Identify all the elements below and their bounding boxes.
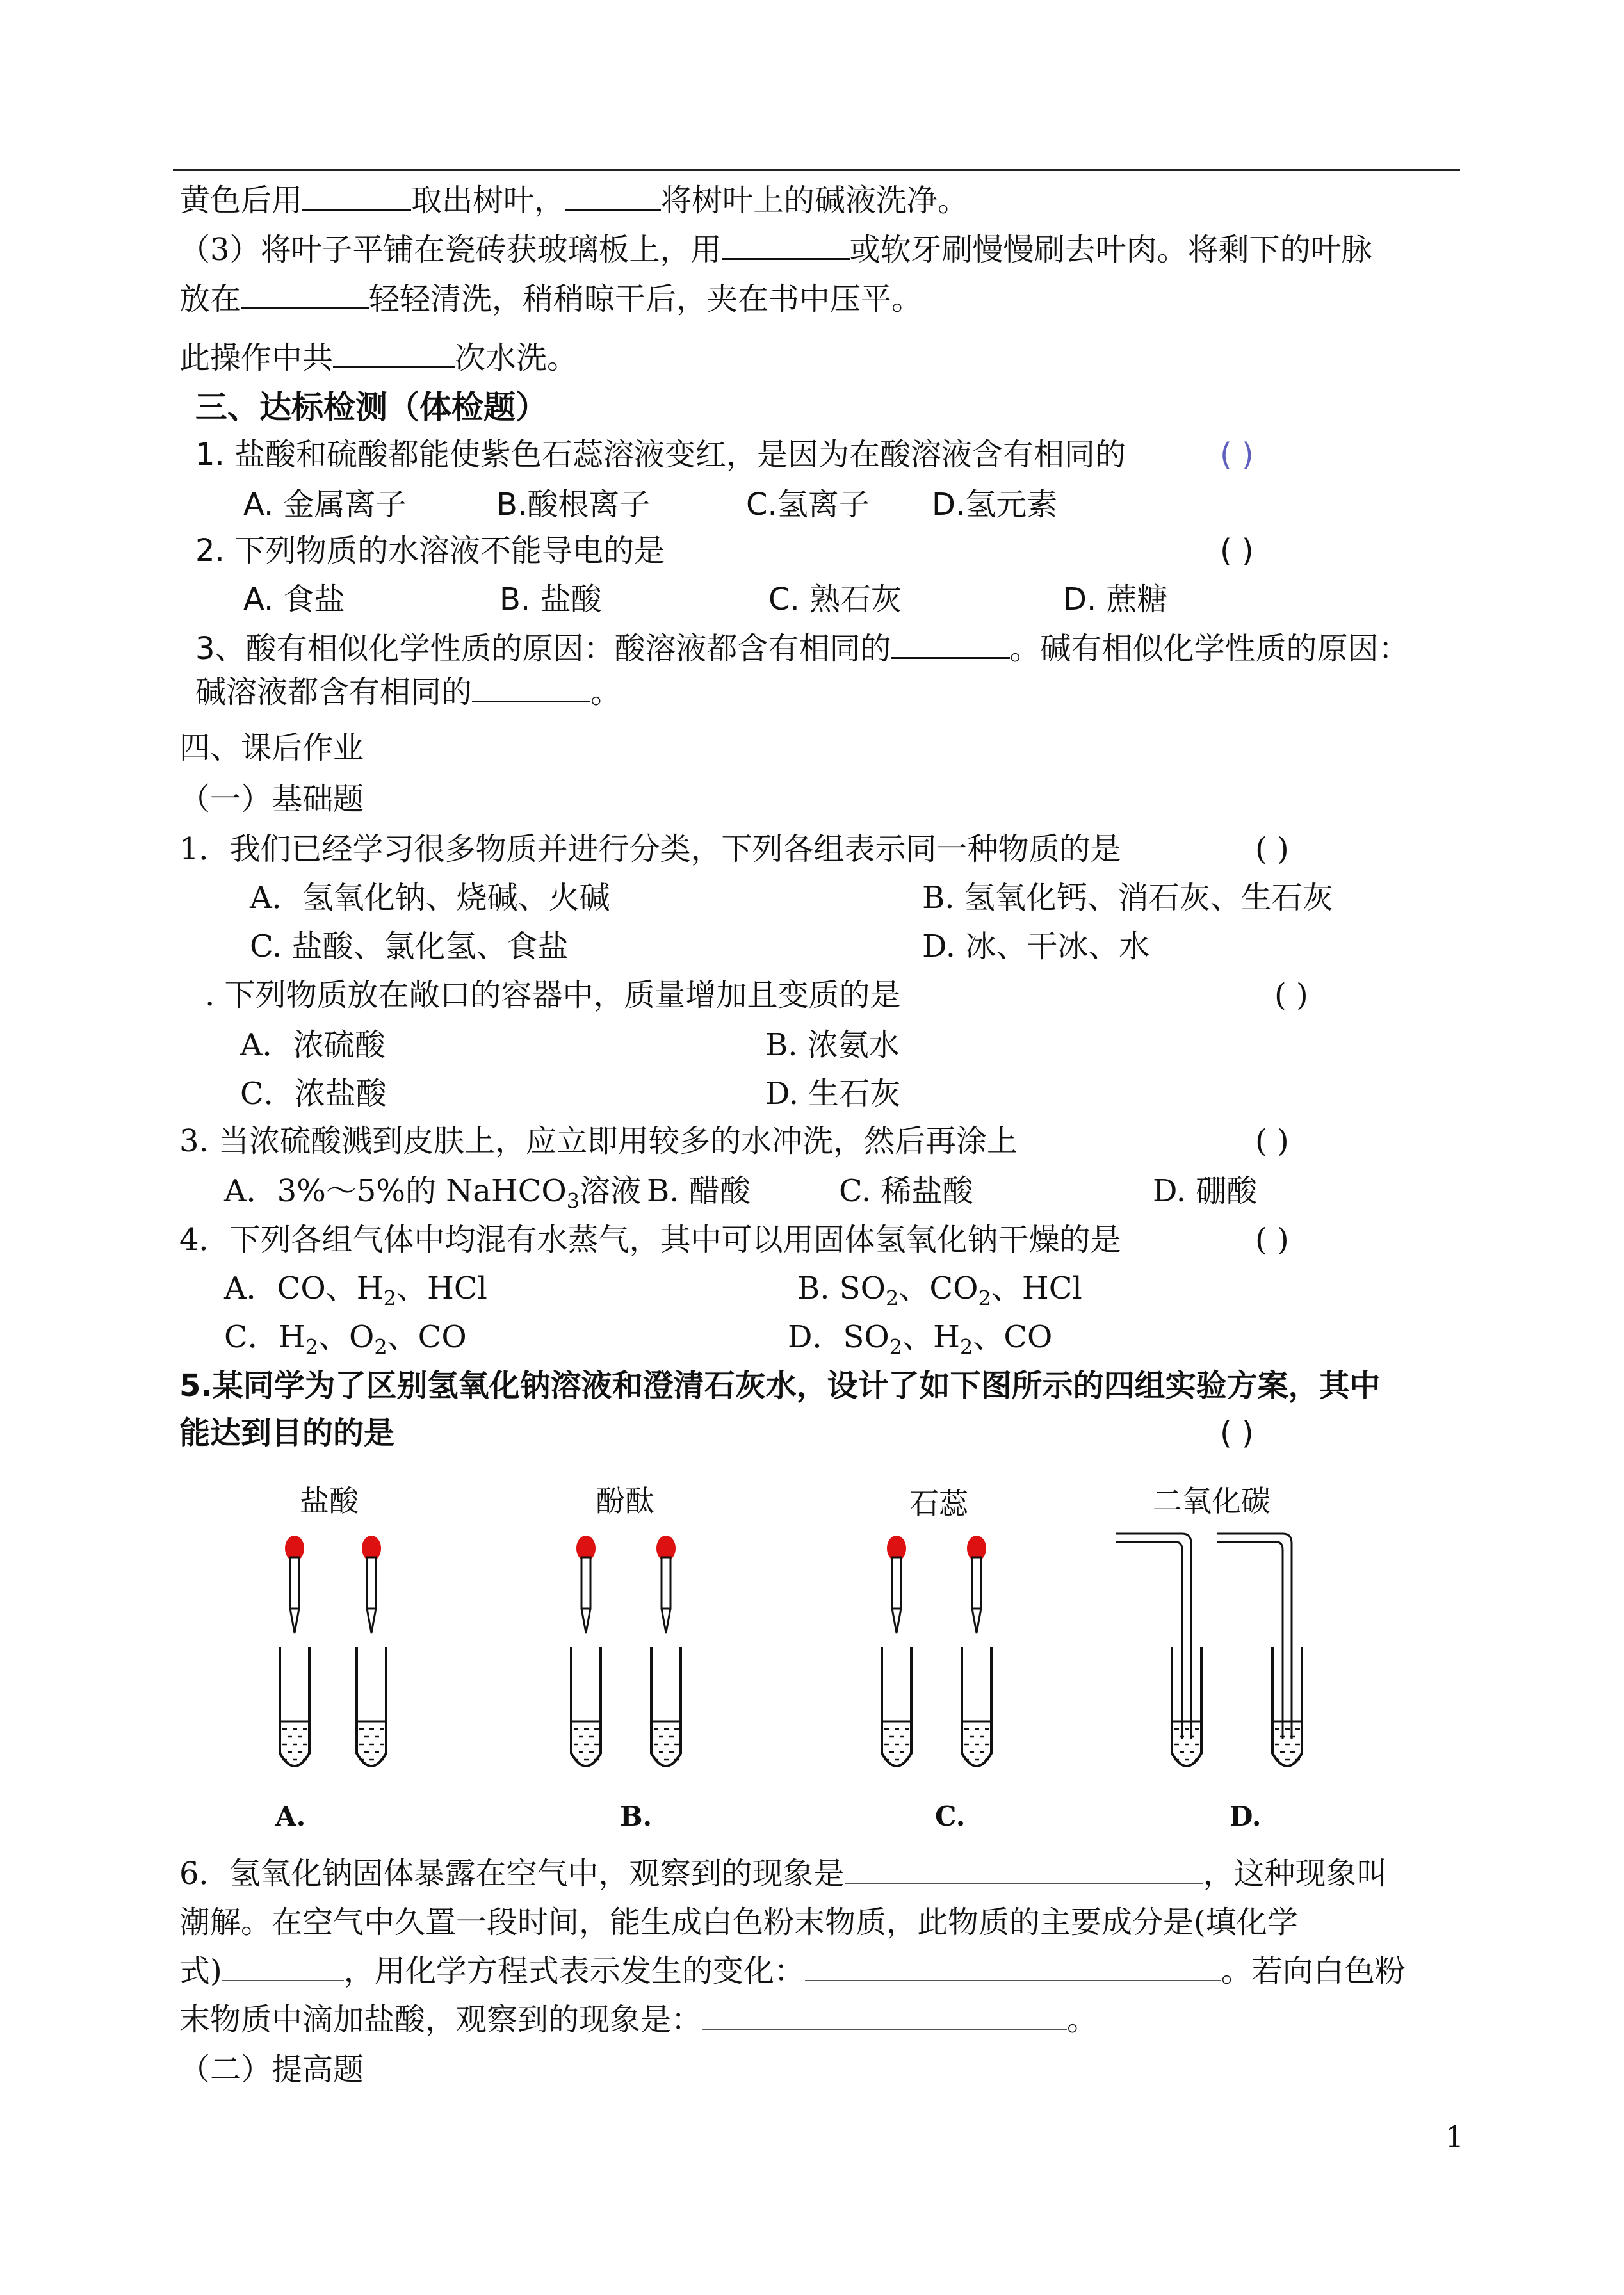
- answer-paren[interactable]: ( ): [1255, 1222, 1289, 1258]
- question-3-3-line-1: 3、酸有相似化学性质的原因：酸溶液都含有相同的 。碱有相似化学性质的原因：: [195, 629, 1409, 668]
- dropper-tip: [972, 1609, 981, 1633]
- option-a: A. 食盐: [243, 581, 345, 617]
- answer-blank[interactable]: [222, 1952, 344, 1981]
- answer-paren[interactable]: ( ): [1255, 1123, 1289, 1159]
- dropper-tube: [581, 1557, 590, 1609]
- dropper-tube: [662, 1557, 670, 1609]
- test-tube: [651, 1647, 681, 1766]
- option-a: A. 金属离子: [243, 487, 407, 523]
- figure-letter-a: A.: [275, 1801, 306, 1832]
- figure-letter-d: D.: [1230, 1801, 1262, 1832]
- answer-blank[interactable]: [805, 1952, 1221, 1981]
- question-4-3: 3. 当浓硫酸溅到皮肤上，应立即用较多的水冲洗，然后再涂上: [179, 1123, 1018, 1159]
- test-tube: [962, 1647, 991, 1766]
- option-b: B. 盐酸: [499, 581, 602, 617]
- option-c: C. 盐酸、氯化氢、食盐: [250, 929, 569, 964]
- option-a: A．CO、$H_2$、HCl: [224, 1270, 487, 1311]
- delivery-tube: [1217, 1534, 1292, 1739]
- dropper-tube: [892, 1557, 901, 1609]
- figure-letter-c: C.: [935, 1801, 966, 1832]
- option-b: B. 浓氨水: [765, 1027, 900, 1063]
- reagent-label-co2: 二氧化碳: [1153, 1484, 1271, 1518]
- dropper-tip: [290, 1609, 299, 1633]
- question-4-6-line-4: 末物质中滴加盐酸，观察到的现象是： 。: [179, 2002, 1098, 2038]
- question-4-4: 4．下列各组气体中均混有水蒸气，其中可以用固体氢氧化钠干燥的是: [179, 1222, 1121, 1258]
- option-b: B.酸根离子: [496, 487, 651, 523]
- option-a: A．氢氧化钠、烧碱、火碱: [250, 880, 610, 916]
- option-a: A．浓硫酸: [240, 1027, 386, 1063]
- question-3-2: 2. 下列物质的水溶液不能导电的是: [195, 533, 665, 569]
- delivery-tube: [1116, 1534, 1191, 1739]
- test-tube: [1172, 1647, 1201, 1766]
- reagent-label-litmus: 石蕊: [909, 1486, 968, 1521]
- reagent-label-phenolphthalein: 酚酞: [596, 1484, 654, 1518]
- answer-blank[interactable]: [702, 2000, 1067, 2030]
- question-4-6-line-2: 潮解。在空气中久置一段时间，能生成白色粉末物质，此物质的主要成分是(填化学: [179, 1904, 1298, 1940]
- reagent-label-hcl: 盐酸: [300, 1484, 359, 1518]
- text-line-4: 此操作中共 次水洗。: [179, 338, 578, 377]
- answer-blank[interactable]: [845, 1854, 1203, 1884]
- subsection-basic: （一）基础题: [179, 781, 364, 817]
- option-c: C. 熟石灰: [768, 581, 902, 617]
- question-4-6-line-1: 6．氢氧化钠固体暴露在空气中，观察到的现象是 ，这种现象叫: [179, 1856, 1388, 1892]
- section-title-4: 四、课后作业: [179, 730, 364, 766]
- option-d: D.氢元素: [932, 487, 1058, 523]
- answer-paren[interactable]: ( ): [1220, 437, 1254, 473]
- question-3-3-line-2: 碱溶液都含有相同的 。: [195, 672, 621, 711]
- option-b: B. $SO_2$、$CO_2$、HCl: [797, 1270, 1082, 1311]
- question-4-5-line-1: 5.某同学为了区别氢氧化钠溶液和澄清石灰水，设计了如下图所示的四组实验方案，其中: [179, 1368, 1381, 1404]
- test-tube: [280, 1647, 309, 1766]
- option-d: D．$SO_2$、$H_2$、CO: [788, 1319, 1053, 1359]
- figure-letter-b: B.: [620, 1801, 653, 1832]
- answer-paren[interactable]: ( ): [1255, 831, 1289, 867]
- question-4-2: . 下列物质放在敞口的容器中，质量增加且变质的是: [205, 977, 901, 1013]
- option-d: D. 冰、干冰、水: [922, 929, 1150, 964]
- option-a: A．3%～5%的 NaHCO$_3$溶液: [224, 1173, 642, 1213]
- text-line-1: 黄色后用 取出树叶， 将树叶上的碱液洗净。: [179, 181, 968, 220]
- dropper-tube: [972, 1557, 981, 1609]
- answer-paren[interactable]: ( ): [1220, 533, 1254, 569]
- test-tube: [571, 1647, 601, 1766]
- dropper-tip: [892, 1609, 901, 1633]
- dropper-tip: [581, 1609, 590, 1633]
- question-4-6-line-3: 式) ，用化学方程式表示发生的变化： 。若向白色粉: [179, 1953, 1406, 1989]
- option-c: C．$H_2$、$O_2$、CO: [224, 1319, 467, 1359]
- section-title-3: 三、达标检测（体检题）: [195, 389, 548, 426]
- test-tube: [357, 1647, 386, 1766]
- question-3-1: 1. 盐酸和硫酸都能使紫色石蕊溶液变红，是因为在酸溶液含有相同的: [195, 437, 1126, 473]
- option-c: C．浓盐酸: [240, 1076, 387, 1112]
- option-d: D. 硼酸: [1153, 1173, 1258, 1209]
- question-4-1: 1．我们已经学习很多物质并进行分类，下列各组表示同一种物质的是: [179, 831, 1121, 867]
- dropper-tip: [367, 1609, 376, 1633]
- option-d: D. 蔗糖: [1063, 581, 1168, 617]
- answer-paren[interactable]: ( ): [1220, 1415, 1254, 1451]
- test-tube: [882, 1647, 911, 1766]
- subsection-advanced: （二）提高题: [179, 2052, 364, 2088]
- answer-paren[interactable]: ( ): [1274, 977, 1308, 1013]
- option-c: C.氢离子: [746, 487, 870, 523]
- option-b: B. 氢氧化钙、消石灰、生石灰: [922, 880, 1333, 916]
- text-line-2: （3）将叶子平铺在瓷砖获玻璃板上，用 或软牙刷慢慢刷去叶肉。将剩下的叶脉: [179, 230, 1372, 269]
- option-c: C. 稀盐酸: [839, 1173, 973, 1209]
- option-b: B. 醋酸: [647, 1173, 751, 1209]
- dropper-tip: [662, 1609, 670, 1633]
- test-tube: [1272, 1647, 1302, 1766]
- page-number: 1: [1445, 2120, 1464, 2154]
- question-4-5-line-2: 能达到目的的是: [179, 1415, 395, 1451]
- option-d: D. 生石灰: [765, 1076, 901, 1112]
- text-line-3: 放在 轻轻清洗，稍稍晾干后，夹在书中压平。: [179, 279, 922, 318]
- dropper-tube: [290, 1557, 299, 1609]
- dropper-tube: [367, 1557, 376, 1609]
